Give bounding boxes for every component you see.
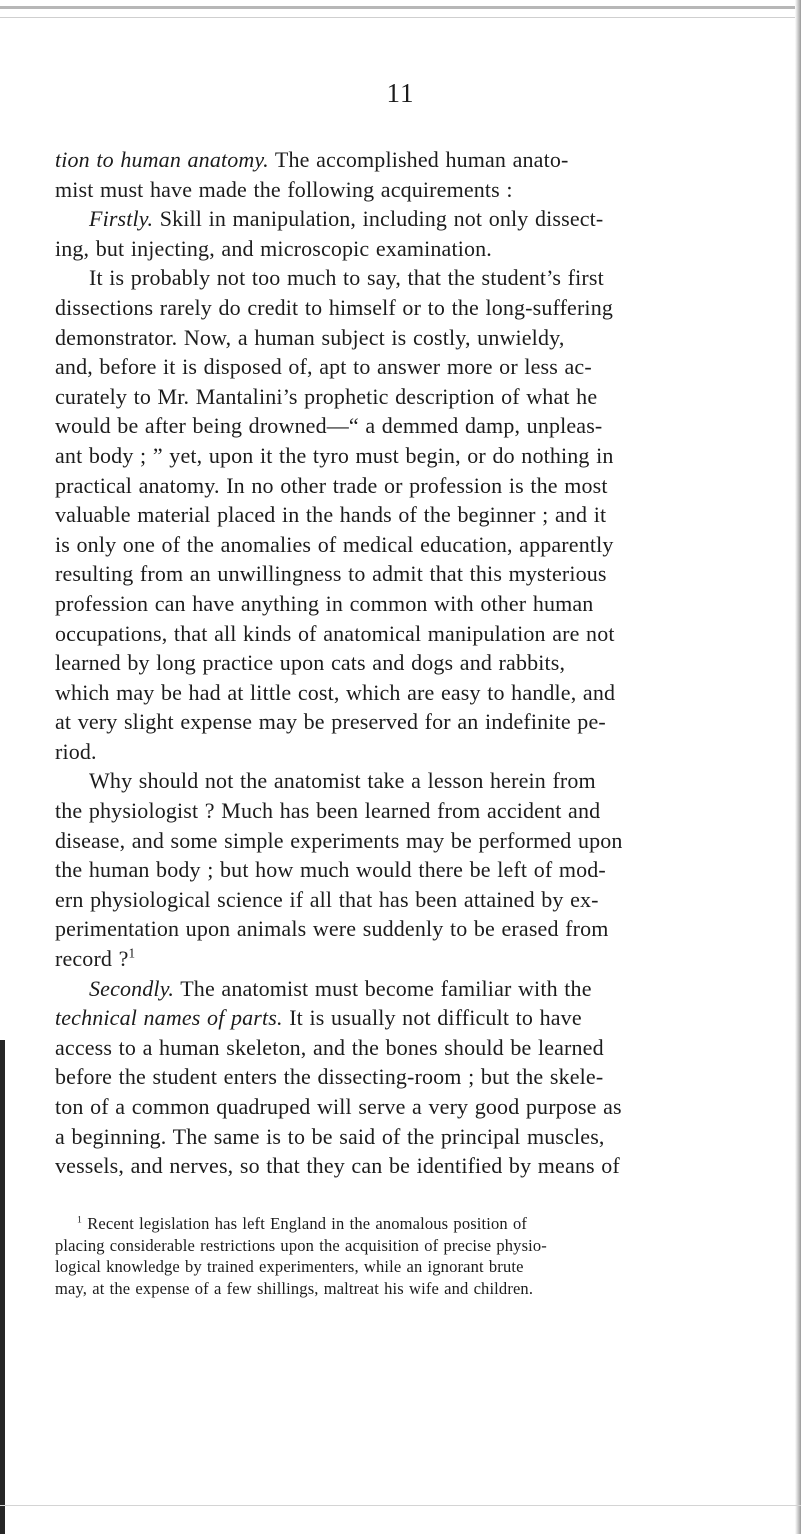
text-line — [55, 204, 743, 234]
text-line — [55, 175, 743, 205]
text-line — [55, 530, 743, 560]
text-segment: Why should not the anatomist take a lesson herein from — [89, 768, 596, 794]
text-line — [55, 885, 743, 915]
italic-text: tion to human anatomy. — [55, 147, 269, 172]
text-line — [55, 974, 743, 1004]
text-segment: the physiologist ? Much has been learned from accident and — [55, 798, 601, 824]
text-line — [55, 707, 743, 737]
text-segment: which may be had at little cost, which are easy to handle, and — [55, 679, 616, 705]
text-line — [55, 678, 743, 708]
text-segment: resulting from an unwillingness to admit that this mysterious — [55, 561, 607, 587]
text-segment: access to a human skeleton, and the bones should be learned — [55, 1034, 604, 1060]
text-segment: is only one of the anomalies of medical education, apparently — [55, 531, 614, 557]
text-segment: ern physiological science if all that has been attained by ex- — [55, 886, 599, 912]
footnote-marker: 1 — [77, 1214, 83, 1226]
text-segment: valuable material placed in the hands of the beginner ; and it — [55, 502, 607, 528]
footnote-line — [55, 1278, 743, 1300]
text-segment: would be after being drowned—“ a demmed damp, unpleas- — [55, 413, 603, 439]
page-number: 11 — [386, 78, 415, 108]
text-line — [55, 855, 743, 885]
text-line — [55, 1062, 743, 1092]
text-segment: riod. — [55, 738, 97, 764]
text-segment: and, before it is disposed of, apt to answer more or less ac- — [55, 354, 592, 380]
text-segment: profession can have anything in common with other human — [55, 590, 594, 616]
text-line — [55, 1003, 743, 1033]
text-segment: curately to Mr. Mantalini’s prophetic description of what he — [55, 383, 598, 409]
text-segment: learned by long practice upon cats and dogs and rabbits, — [55, 650, 566, 676]
italic-text: Firstly. — [89, 206, 154, 232]
top-edge-shadow — [0, 6, 801, 9]
text-line — [55, 411, 743, 441]
text-line — [55, 1122, 743, 1152]
text-segment: It is usually not difficult to have — [282, 1005, 582, 1031]
text-segment: ing, but injecting, and microscopic examination. — [55, 235, 492, 261]
text-line — [55, 766, 743, 796]
text-segment: ton of a common quadruped will serve a very good purpose as — [55, 1094, 622, 1119]
footnote-line — [55, 1235, 743, 1257]
text-segment: Recent legislation has left England in the anomalous position of — [82, 1214, 528, 1233]
footnote — [55, 1213, 743, 1299]
text-line — [55, 382, 743, 412]
text-segment: a beginning. The same is to be said of the principal muscles, — [55, 1123, 605, 1149]
footnote-line — [55, 1213, 743, 1235]
text-segment: practical anatomy. In no other trade or profession is the most — [55, 472, 608, 498]
text-segment: placing considerable restrictions upon the acquisition of precise physio- — [55, 1235, 547, 1255]
text-line — [55, 944, 743, 974]
text-segment: logical knowledge by trained experimenters, while an ignorant brute — [55, 1257, 524, 1276]
text-segment: demonstrator. Now, a human subject is costly, unwieldy, — [55, 324, 565, 350]
text-segment: ant body ; ” yet, upon it the tyro must begin, or do nothing in — [55, 442, 614, 468]
body-text — [55, 145, 743, 1181]
text-segment: disease, and some simple experiments may be performed upon — [55, 827, 623, 853]
text-line — [55, 648, 743, 678]
text-line — [55, 796, 743, 826]
text-line — [55, 352, 743, 382]
text-segment: before the student enters the dissecting-room ; but the skele- — [55, 1064, 604, 1090]
italic-text: Secondly. — [89, 975, 175, 1001]
text-line — [55, 619, 743, 649]
top-edge-line — [0, 17, 801, 18]
text-line — [55, 145, 743, 175]
bottom-edge-line — [0, 1505, 801, 1506]
text-segment: It is probably not too much to say, that the student’s first — [89, 265, 604, 291]
text-line — [55, 234, 743, 264]
footnote-marker: 1 — [128, 945, 136, 961]
text-segment: Skill in manipulation, including not only dissect- — [153, 206, 604, 232]
text-line — [55, 323, 743, 353]
footnote-line — [55, 1256, 743, 1278]
text-segment: The accomplished human anato- — [268, 147, 569, 172]
text-segment: may, at the expense of a few shillings, maltreat his wife and children. — [55, 1278, 534, 1298]
text-line — [55, 263, 743, 293]
text-segment: the human body ; but how much would there be left of mod- — [55, 857, 606, 883]
right-page-edge — [795, 0, 801, 1534]
text-segment: occupations, that all kinds of anatomical manipulation are not — [55, 620, 615, 646]
text-segment: at very slight expense may be preserved for an indefinite pe- — [55, 709, 606, 735]
text-segment: vessels, and nerves, so that they can be identified by means of — [55, 1153, 620, 1179]
text-segment: record ? — [55, 946, 129, 972]
text-line — [55, 1092, 743, 1122]
text-line — [55, 589, 743, 619]
text-line — [55, 500, 743, 530]
italic-text: technical names of parts. — [55, 1005, 283, 1031]
text-segment: mist must have made the following acquirements : — [55, 176, 513, 202]
text-segment: perimentation upon animals were suddenly to be erased from — [55, 916, 609, 942]
text-line — [55, 471, 743, 501]
text-line — [55, 1033, 743, 1063]
text-line — [55, 826, 743, 856]
text-line — [55, 914, 743, 944]
text-segment: The anatomist must become familiar with the — [174, 975, 592, 1001]
text-line — [55, 737, 743, 767]
text-line — [55, 441, 743, 471]
text-line — [55, 293, 743, 323]
text-line — [55, 1151, 743, 1181]
text-segment: dissections rarely do credit to himself or to the long-suffering — [55, 294, 613, 320]
text-line — [55, 559, 743, 589]
binding-shadow — [0, 1040, 5, 1534]
